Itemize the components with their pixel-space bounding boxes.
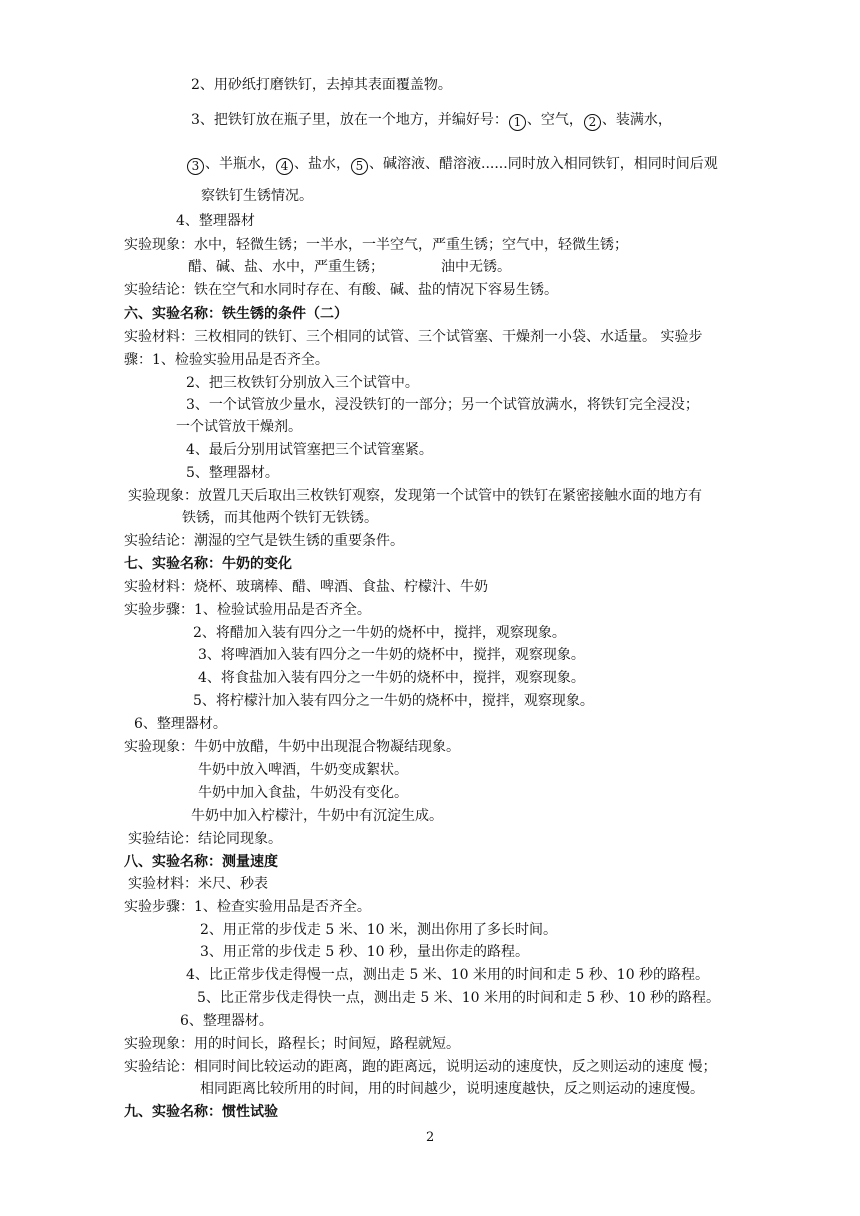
text-fragment: 、盐水， bbox=[294, 156, 350, 172]
text-line: 实验结论：铁在空气和水同时存在、有酸、碱、盐的情况下容易生锈。 bbox=[124, 282, 558, 298]
page-number: 2 bbox=[426, 1130, 435, 1145]
circled-number-icon: 4 bbox=[276, 158, 293, 175]
circled-number-icon: 2 bbox=[584, 114, 601, 131]
text-line: 实验结论：潮湿的空气是铁生锈的重要条件。 bbox=[124, 533, 404, 549]
text-line: 2、用正常的步伐走 5 米、10 米，测出你用了多长时间。 bbox=[200, 922, 557, 938]
text-line: 实验现象：水中，轻微生锈；一半水，一半空气，严重生锈；空气中，轻微生锈； bbox=[124, 237, 628, 253]
text-line-numbering bbox=[186, 156, 718, 175]
text-line: 牛奶中加入食盐，牛奶没有变化。 bbox=[198, 785, 408, 801]
text-line: 4、将食盐加入装有四分之一牛奶的烧杯中，搅拌，观察现象。 bbox=[198, 670, 585, 686]
text-line: 铁锈，而其他两个铁钉无铁锈。 bbox=[182, 510, 378, 526]
section-heading: 八、实验名称：测量速度 bbox=[124, 854, 278, 870]
text-line: 5、将柠檬汁加入装有四分之一牛奶的烧杯中，搅拌，观察现象。 bbox=[193, 693, 594, 709]
text-line: 实验步骤：1、检查实验用品是否齐全。 bbox=[124, 899, 371, 915]
text-fragment: 、碱溶液、醋溶液......同时放入相同铁钉，相同时间后观 bbox=[369, 156, 718, 172]
text-line: 5、整理器材。 bbox=[186, 465, 279, 481]
text-line: 实验材料：米尺、秒表 bbox=[128, 876, 268, 892]
text-fragment: 3、把铁钉放在瓶子里，放在一个地方，并编好号： bbox=[191, 112, 508, 128]
text-line: 油中无锈。 bbox=[441, 259, 511, 275]
text-line: 实验结论：相同时间比较运动的距离，跑的距离远，说明运动的速度快，反之则运动的速度 慢； bbox=[124, 1059, 717, 1075]
text-line: 牛奶中加入柠檬汁，牛奶中有沉淀生成。 bbox=[191, 808, 443, 824]
text-line: 6、整理器材。 bbox=[180, 1013, 273, 1029]
text-line: 5、比正常步伐走得快一点，测出走 5 米、10 米用的时间和走 5 秒、10 秒的路程。 bbox=[197, 990, 721, 1006]
text-fragment: 、装满水， bbox=[601, 112, 672, 128]
text-line: 2、把三枚铁钉分别放入三个试管中。 bbox=[186, 375, 419, 391]
text-line: 察铁钉生锈情况。 bbox=[201, 188, 313, 204]
text-line: 实验现象：放置几天后取出三枚铁钉观察，发现第一个试管中的铁钉在紧密接触水面的地方有 bbox=[128, 488, 702, 504]
text-line: 实验现象：牛奶中放醋，牛奶中出现混合物凝结现象。 bbox=[124, 739, 460, 755]
text-line: 醋、碱、盐、水中，严重生锈； bbox=[188, 259, 384, 275]
text-line: 6、整理器材。 bbox=[134, 716, 227, 732]
text-line: 相同距离比较所用的时间，用的时间越少，说明速度越快，反之则运动的速度慢。 bbox=[200, 1081, 704, 1097]
text-line: 3、用正常的步伐走 5 秒、10 秒，量出你走的路程。 bbox=[200, 944, 529, 960]
text-line: 牛奶中放入啤酒，牛奶变成絮状。 bbox=[198, 762, 408, 778]
circled-number-icon: 1 bbox=[509, 114, 526, 131]
text-line: 2、将醋加入装有四分之一牛奶的烧杯中，搅拌，观察现象。 bbox=[193, 625, 566, 641]
circled-number-icon: 5 bbox=[351, 158, 368, 175]
text-line: 实验材料：烧杯、玻璃棒、醋、啤酒、食盐、柠檬汁、牛奶 bbox=[124, 579, 488, 595]
text-line: 实验结论：结论同现象。 bbox=[128, 831, 282, 847]
section-heading: 九、实验名称：惯性试验 bbox=[124, 1104, 278, 1120]
text-line: 4、最后分别用试管塞把三个试管塞紧。 bbox=[186, 442, 433, 458]
text-line: 实验步骤：1、检验试验用品是否齐全。 bbox=[124, 602, 371, 618]
text-line-numbering bbox=[191, 112, 672, 131]
text-line: 2、用砂纸打磨铁钉，去掉其表面覆盖物。 bbox=[191, 77, 452, 93]
text-line: 骤：1、检验实验用品是否齐全。 bbox=[124, 352, 329, 368]
section-heading: 七、实验名称：牛奶的变化 bbox=[124, 556, 292, 572]
text-line: 3、将啤酒加入装有四分之一牛奶的烧杯中，搅拌，观察现象。 bbox=[198, 647, 585, 663]
text-line: 实验现象：用的时间长，路程长；时间短，路程就短。 bbox=[124, 1036, 460, 1052]
text-line: 3、一个试管放少量水，浸没铁钉的一部分；另一个试管放满水，将铁钉完全浸没； bbox=[186, 397, 699, 413]
section-heading: 六、实验名称：铁生锈的条件（二） bbox=[124, 306, 348, 322]
text-line: 4、比正常步伐走得慢一点，测出走 5 米、10 米用的时间和走 5 秒、10 秒的路程。 bbox=[186, 967, 710, 983]
text-line: 一个试管放干燥剂。 bbox=[176, 419, 302, 435]
text-line: 4、整理器材 bbox=[176, 213, 255, 229]
text-fragment: 、空气， bbox=[526, 112, 583, 128]
circled-number-icon: 3 bbox=[187, 158, 204, 175]
text-line: 实验材料：三枚相同的铁钉、三个相同的试管、三个试管塞、干燥剂一小袋、水适量。 实验步 bbox=[124, 329, 703, 345]
text-fragment: 、半瓶水， bbox=[205, 156, 275, 172]
